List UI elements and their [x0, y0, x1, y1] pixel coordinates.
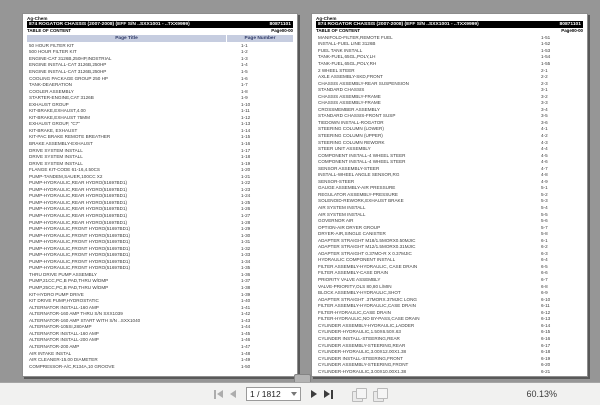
toc-row-page-number: 1-31	[241, 239, 251, 245]
toc-row-title: PUMP-HYDRAULIC,FRONT HYDRO(51697BD1)	[29, 226, 130, 232]
toc-row-page-number: 6-19	[541, 355, 551, 361]
brand-label: Ag-Chem	[316, 16, 337, 21]
toc-row-page-number: 3-6	[541, 119, 548, 125]
toc-row-page-number: 1-45	[241, 330, 251, 336]
last-page-button[interactable]	[324, 390, 333, 399]
toc-row-page-number: 1-11	[241, 108, 250, 114]
toc-row-title: TANK-DEAERATION	[29, 82, 72, 88]
doc-number: 80871101	[559, 22, 581, 27]
next-view-icon[interactable]	[373, 388, 386, 400]
toc-row-page-number: 6-5	[541, 263, 548, 269]
toc-row-page-number: 1-38	[241, 285, 251, 291]
toc-row-title: KIT-HYDRO PUMP DRIVE	[29, 291, 84, 297]
toc-row-title: ALTERNATOR INSTALL-160 AMP	[29, 330, 99, 336]
toc-row-page-number: 5-7	[541, 224, 548, 230]
toc-row-title: THRU DRIVE PUMP ASSEMBLY	[29, 271, 97, 277]
toc-row-page-number: 1-48	[241, 350, 251, 356]
toc-row-page-number: 1-8	[241, 88, 248, 94]
toc-row-page-number: 4-7	[541, 165, 548, 171]
toc-row-page-number: 1-35	[241, 265, 251, 271]
toc-row-title: PUMP-HYDRAULIC,REAR HYDRO(51697BD1)	[29, 206, 128, 212]
toc-row-title: STANDARD CHASSIS-FRONT SUSP	[318, 113, 396, 119]
toc-row-title: OPTION-AIR DRYER GROUP	[318, 224, 381, 230]
section-title: TABLE OF CONTENT	[27, 27, 72, 33]
toc-row-page-number: 6-10	[541, 296, 551, 302]
toc-row	[316, 369, 583, 376]
toc-row-title: KIT-PAC BRAKE REMOTE BREATHER	[29, 134, 111, 140]
toc-row-page-number: 1-3	[241, 55, 248, 61]
section-title: TABLE OF CONTENT	[316, 27, 361, 33]
toc-row-page-number: 1-55	[541, 60, 551, 66]
toc-row-page-number: 3-3	[541, 100, 548, 106]
toc-row-page-number: 4-6	[541, 159, 548, 165]
toc-row-title: PUMP-HYDRAULIC,REAR HYDRO(51697BD1)	[29, 219, 128, 225]
toc-row-title: VALVE-PRIORITY,OLS 80,80 L/MIN	[318, 283, 392, 289]
toc-row-title: INSTALL-WHEEL ANGLE SENSOR,RG	[318, 172, 400, 178]
toc-row-title: ADAPTER STRAIGHT 0.37MO-R X 0.37MJIC	[318, 250, 412, 256]
toc-row-title: PUMP-HYDRAULIC,FRONT HYDRO(51697BD1)	[29, 232, 130, 238]
toc-row-page-number: 3-5	[541, 113, 548, 119]
toc-row-title: REGULATOR ASSEMBLY-PRESSURE	[318, 191, 398, 197]
toc-row-title: ALTERNATOR INSTALL-200 AMP	[29, 337, 99, 343]
toc-row-title: CYLINDER ASSEMBLY-HYDRAULIC,LADDER	[318, 322, 415, 328]
zoom-level-indicator[interactable]: 60.13%	[526, 389, 557, 399]
toc-row-title: COOLING PACKAGE GROUP 250 HP	[29, 75, 108, 81]
toc-row-title: GAUGE ASSEMBLY-AIR PRESSURE	[318, 185, 396, 191]
toc-row-page-number: 6-2	[541, 244, 548, 250]
toc-row-page-number: 2-3	[541, 80, 548, 86]
toc-row-page-number: 1-32	[241, 245, 251, 251]
toc-row-page-number: 1-30	[241, 232, 251, 238]
toc-row-page-number: 4-1	[541, 126, 548, 132]
toc-row-page-number: 1-18	[241, 154, 251, 160]
toc-row-title: STARTER-ENGINE,CAT 3126B	[29, 95, 94, 101]
toc-row-page-number: 4-4	[541, 146, 548, 152]
toc-row-page-number: 6-3	[541, 250, 548, 256]
toc-row-page-number: 6-6	[541, 270, 548, 276]
toc-row-page-number: 6-12	[541, 309, 551, 315]
toc-row-title: GOVERNOR AIR	[318, 218, 354, 224]
next-page-icon	[311, 390, 317, 398]
toc-row-page-number: 1-20	[241, 167, 251, 173]
toc-row-title: CYLINDER-HYDRAULIC,3.00X12.00X1.38	[318, 349, 407, 355]
toc-row-title: CYLINDER ASSEMBLY-STEERING,REAR	[318, 342, 406, 348]
toc-row-page-number: 1-12	[241, 114, 251, 120]
doc-number: 80871101	[269, 22, 291, 27]
previous-page-icon	[230, 390, 236, 398]
toc-row-title: SOLENOID-REWORK,EXHAUST BRAKE	[318, 198, 404, 204]
toc-row-page-number: 1-9	[241, 95, 248, 101]
toc-row-title: ENGINE INSTALL-CAT 3126B,250HP	[29, 62, 107, 68]
toc-row-title: AIR CLEANER-15.00 DIAMETER	[29, 357, 98, 363]
toc-row-title: FILTER ASSEMBLY-HYDRAULIC,CASE DRAIN	[318, 303, 416, 309]
toc-row-page-number: 4-2	[541, 133, 548, 138]
toc-row-page-number: 1-27	[241, 213, 251, 219]
toc-row-title: CHASSIS ASSEMBLY-REAR SUSPENSION	[318, 80, 409, 86]
toc-row-page-number: 5-2	[541, 191, 548, 197]
toc-row-title: AIR SYSTEM INSTALL	[318, 211, 366, 217]
toc-row-title: DRYER-AIR,SINGLE CANISTER	[318, 231, 386, 237]
page-number-input[interactable]	[246, 387, 301, 401]
toc-row-title: PUMP-TANDEM,SAUER,100CC X2	[29, 173, 103, 179]
document-page-1	[22, 13, 298, 377]
toc-row	[27, 364, 293, 371]
toc-row-page-number: 5-6	[541, 218, 548, 224]
toc-row-title: EXHAUST GROUP, "C7"	[29, 121, 80, 127]
toc-row-page-number: 1-39	[241, 291, 251, 297]
toc-row-page-number: 1-25	[241, 199, 251, 205]
first-page-icon	[214, 390, 216, 399]
toc-row-title: PUMP-HYDRAULIC,REAR HYDRO(51697BD1)	[29, 213, 128, 219]
toc-row-page-number: 5-8	[541, 231, 548, 237]
toc-row-page-number: 1-43	[241, 317, 251, 323]
toc-row-title: DRIVE SYSTEM INSTALL	[29, 147, 83, 153]
toc-row-page-number: 3-1	[541, 87, 548, 93]
toc-row-title: FUEL TANK INSTALL	[318, 47, 363, 53]
toc-row-page-number: 1-29	[241, 226, 251, 232]
toc-row-page-number: 1-36	[241, 271, 251, 277]
toc-row-title: COOLER ASSEMBLY	[29, 88, 74, 94]
toc-row-title: ALTERNATOR-200 AMP	[29, 343, 80, 349]
toc-row-page-number: 1-15	[241, 134, 251, 140]
page-content	[312, 14, 587, 376]
toc-row-page-number: 4-8	[541, 172, 548, 178]
toc-row-title: CYLINDER-HYDRAULIC,1.50X6.50X.63	[318, 329, 401, 335]
page-content	[23, 14, 297, 376]
page-label: Page00-00	[271, 27, 293, 33]
table-column-header	[27, 35, 293, 42]
toc-row-page-number: 6-21	[541, 368, 551, 374]
toc-row-title: CYLINDER ASSEMBLY-STEERING,FRONT	[318, 362, 409, 368]
toc-row-title: ALTERNATOR-160 AMP START WITH S/N ..SXX1040	[29, 317, 141, 323]
toc-row-title: TIEDOWN INSTALL-ROGATOR	[318, 119, 384, 125]
view-history-buttons	[352, 388, 386, 400]
toc-row-page-number: 1-51	[541, 34, 551, 40]
toc-row-page-number: 2-2	[541, 74, 548, 80]
toc-row-title: PUMP-HYDRAULIC,REAR HYDRO(51697BD1)	[29, 180, 128, 186]
toc-row-title: PUMP-HYDRAULIC,FRONT HYDRO(51697BD1)	[29, 258, 130, 264]
toc-row-title: SENSOR ASSEMBLY-STEER	[318, 165, 380, 171]
toc-row-page-number: 1-41	[241, 304, 251, 310]
toc-row-title: CYLINDER-HYDRAULIC,3.00X10.00X1.38	[318, 368, 407, 374]
page-indicator-value: 1 / 1812	[250, 389, 281, 399]
toc-row-title: BLOCK ASSEMBLY-HYDRAULIC,SHOT	[318, 290, 401, 296]
chevron-down-icon[interactable]	[291, 392, 297, 396]
toc-row-page-number: 1-14	[241, 127, 251, 133]
document-page-2	[311, 13, 588, 377]
last-page-icon	[324, 390, 330, 398]
toc-row-page-number: 1-23	[241, 186, 251, 192]
toc-row-title: STANDARD CHASSIS	[318, 87, 365, 93]
toc-row-title: AIR INTAKE INSTAL	[29, 350, 72, 356]
toc-rows-right	[316, 35, 583, 375]
toc-rows-left	[27, 43, 293, 370]
page-navigation	[214, 387, 386, 401]
toc-row-title: STEERING COLUMN (UPPER)	[318, 133, 383, 138]
toc-row-title: ALTERNATOR-105SI,280AMP	[29, 324, 92, 330]
toc-row-page-number: 6-9	[541, 290, 548, 296]
toc-row-page-number: 6-8	[541, 283, 548, 289]
toc-row-page-number: 1-24	[241, 193, 251, 199]
toc-row-page-number: 6-11	[541, 303, 550, 309]
toc-row-page-number: 6-7	[541, 277, 548, 283]
toc-row-page-number: 5-1	[541, 185, 548, 191]
toc-row-title: PRIORITY VALVE ASSEMBLY	[318, 277, 381, 283]
toc-row-page-number: 5-3	[541, 198, 548, 204]
toc-row-title: INSTALL-FUEL LINE 3126B	[318, 41, 376, 47]
toc-row-title: PUMP-HYDRAULIC,REAR HYDRO(51697BD1)	[29, 193, 128, 199]
toc-row-page-number: 1-34	[241, 258, 251, 264]
column-header-page-title: Page Title	[27, 35, 226, 42]
toc-row-title: PUMP,21CC,PC,B PAD,THRU W/DMP	[29, 278, 109, 284]
toc-row-page-number: 4-5	[541, 152, 548, 158]
toc-row-page-number: 1-42	[241, 311, 251, 317]
toc-row-title: FILTER ASSEMBLY-CASE DRAIN	[318, 270, 389, 276]
document-title-bar	[27, 21, 293, 28]
toc-row-page-number: 2-1	[541, 67, 548, 73]
toc-row-title: DRIVE SYSTEM INSTALL	[29, 154, 83, 160]
page-label: Page00-00	[561, 27, 583, 33]
toc-row-title: FILTER-HYDRAULIC,CASE DRAIN	[318, 309, 391, 315]
statusbar-grip-handle[interactable]	[294, 374, 311, 382]
toc-row-page-number: 6-17	[541, 342, 551, 348]
toc-row-page-number: 1-26	[241, 206, 251, 212]
toc-row-page-number: 1-44	[241, 324, 251, 330]
toc-row-page-number: 6-20	[541, 362, 551, 368]
toc-row-title: 50 HOUR FILTER KIT	[29, 42, 75, 48]
toc-row-title: BRAKE ASSEMBLY-EXHAUST	[29, 141, 93, 146]
section-bar	[316, 28, 583, 34]
toc-row-title: KIT DRIVE PUMP,HYDROSTATIC	[29, 298, 99, 304]
toc-row-title: ENGINE-CAT 3126B,250HP,INDSTRIAL	[29, 55, 112, 61]
toc-row-page-number: 3-4	[541, 106, 548, 112]
toc-row-title: STEER UNIT ASSEMBLY	[318, 146, 371, 152]
toc-row-title: AIR SYSTEM INSTALL	[318, 205, 366, 211]
toc-row-page-number: 4-3	[541, 139, 548, 145]
previous-page-button[interactable]	[230, 390, 236, 398]
toc-row-page-number: 1-37	[241, 278, 251, 284]
toc-row-title: CHASSIS ASSEMBLY-FRAME	[318, 100, 381, 106]
toc-row-title: COMPONENT INSTALL-4 WHEEL STEER	[318, 152, 406, 158]
toc-row-title: TANK-FUEL,65GL,POLY,RH	[318, 60, 377, 66]
toc-row-title: ENGINE INSTALL-CAT 3126B,250HP	[29, 68, 107, 74]
toc-row-title: STEERING COLUMN (LOWER)	[318, 126, 384, 132]
toc-row-page-number: 1-21	[241, 173, 251, 179]
toc-row-title: STEERING COLUMN REWORK	[318, 139, 385, 145]
toc-row-page-number: 1-2	[241, 49, 248, 55]
toc-row-page-number: 1-46	[241, 337, 251, 343]
brand-label: Ag-Chem	[27, 16, 48, 21]
toc-row-title: PUMP,25CC,PC,B PAD,THRU W/DMP	[29, 285, 109, 291]
toc-row-title: CYLINDER INSTALL-STEERING,REAR	[318, 335, 400, 341]
toc-row-title: KIT-BRAKE,EXHAUST 75MM	[29, 114, 90, 120]
toc-row-page-number: 6-4	[541, 257, 548, 263]
toc-row-title: DRIVE SYSTEM INSTALL	[29, 160, 83, 166]
toc-row-page-number: 3-2	[541, 93, 548, 99]
model-line: 874 ROGATOR CHASSIS (2007-2008) (EFF S/N ..SXX1001 - ..TXX9999)	[29, 22, 190, 27]
toc-row-page-number: 1-1	[241, 42, 248, 48]
toc-row-title: PUMP-HYDRAULIC,REAR HYDRO(51697BD1)	[29, 199, 128, 205]
toc-row-page-number: 6-15	[541, 329, 551, 335]
toc-row-title: PUMP-HYDRAULIC,FRONT HYDRO(51697BD1)	[29, 245, 130, 251]
toc-row-title: ADAPTER STRAIGHT M12/1.5MORX0.31MJIC	[318, 244, 416, 250]
toc-row-page-number: 1-49	[241, 357, 251, 363]
toc-row-title: PUMP-HYDRAULIC,FRONT HYDRO(51697BD1)	[29, 239, 130, 245]
model-line: 874 ROGATOR CHASSIS (2007-2008) (EFF S/N ..SXX1001 - ..TXX9999)	[318, 22, 479, 27]
toc-row-title: SENSOR-STEER	[318, 178, 355, 184]
toc-row-page-number: 6-1	[541, 237, 548, 243]
toc-row-page-number: 1-6	[241, 75, 248, 81]
toc-row-title: ADAPTER STRAIGHT .37MORX.37MJIC LONG	[318, 296, 417, 302]
toc-row-page-number: 1-54	[541, 54, 551, 60]
toc-row-title: PUMP-HYDRAULIC,FRONT HYDRO(51697BD1)	[29, 252, 130, 258]
toc-row-page-number: 5-5	[541, 211, 548, 217]
toc-row-page-number: 6-14	[541, 322, 551, 328]
toc-row-title: AXLE ASSEMBLY-SKD,FRONT	[318, 74, 383, 80]
toc-row-page-number: 6-16	[541, 335, 551, 341]
toc-row-title: FILTER ASSEMBLY-HYDRAULIC, CASE DRAIN	[318, 263, 418, 269]
toc-row-page-number: 1-4	[241, 62, 248, 68]
toc-row-page-number: 1-10	[241, 101, 251, 107]
toc-row-page-number: 4-9	[541, 178, 548, 184]
toc-row-page-number: 1-52	[541, 41, 551, 47]
toc-row-title: PUMP-HYDRAULIC,REAR HYDRO(51697BD1)	[29, 186, 128, 192]
toc-row-title: KIT-BRAKE,EXHAUST,4.00	[29, 108, 86, 114]
toc-row-page-number: 6-13	[541, 316, 551, 322]
toc-row-title: HYDRAULIC COMPONENT INSTALL	[318, 257, 396, 263]
toc-row-title: 2 WHEEL STEER	[318, 67, 355, 73]
toc-row-title: KIT-BRAKE, EXHAUST	[29, 127, 78, 133]
toc-row-title: ADAPTER STRAIGHT M18/1.5MORX0.50MJIC	[318, 237, 416, 243]
toc-row-page-number: 1-16	[241, 141, 251, 146]
toc-row-page-number: 1-28	[241, 219, 251, 225]
toc-row-page-number: 1-22	[241, 180, 251, 186]
toc-row-page-number: 1-5	[241, 68, 248, 74]
toc-row-title: MANIFOLD-FILTER,REMOTE FUEL	[318, 34, 393, 40]
toc-row-title: CROSSMEMBER ASSEMBLY	[318, 106, 380, 112]
toc-row-page-number: 1-47	[241, 343, 251, 349]
toc-row-title: COMPONENT INSTALL-4 WHEEL STEER	[318, 159, 406, 165]
toc-row-title: 500 HOUR FILTER KIT	[29, 49, 77, 55]
toc-row-page-number: 1-53	[541, 47, 551, 53]
toc-row-page-number: 1-7	[241, 82, 248, 88]
toc-row-page-number: 1-33	[241, 252, 251, 258]
toc-row-page-number: 1-40	[241, 298, 251, 304]
toc-row-title: ALTERNATOR-160 AMP THRU S/N SXX1039	[29, 311, 123, 317]
toc-row-title: COMPRESSOR-A/C,R134A,10 GROOVE	[29, 363, 115, 369]
section-bar	[27, 28, 293, 34]
toc-row-title: PUMP-HYDRAULIC,FRONT HYDRO(51697BD1)	[29, 265, 130, 271]
toc-row-page-number: 1-17	[241, 147, 251, 153]
column-header-page-number: Page Number	[227, 35, 293, 42]
toc-row-page-number: 1-13	[241, 121, 251, 127]
toc-row-title: FILTER-HYDRAULIC,NO BY-PASS,CASE DRAIN	[318, 316, 420, 322]
toc-row-title: CYLINDER INSTALL-STEERING,FRONT	[318, 355, 403, 361]
toc-row-title: EXHAUST GROUP	[29, 101, 69, 107]
toc-row-title: CHASSIS ASSEMBLY-FRAME	[318, 93, 381, 99]
toc-row-page-number: 1-50	[241, 363, 251, 369]
toc-row-page-number: 5-4	[541, 205, 548, 211]
next-page-button[interactable]	[311, 390, 317, 398]
toc-row-title: FLANGE KIT-CODE 61-16,4.50CS	[29, 167, 100, 173]
document-title-bar	[316, 21, 583, 28]
previous-view-icon[interactable]	[352, 388, 365, 400]
toc-row-page-number: 6-18	[541, 349, 551, 355]
viewer-statusbar	[0, 382, 600, 405]
toc-row-page-number: 1-19	[241, 160, 251, 166]
toc-row-title: TANK-FUEL,65GL,POLY,LH	[318, 54, 376, 60]
toc-row-title: ALTERNATOR INSTALL-160 AMP	[29, 304, 99, 310]
first-page-button[interactable]	[214, 390, 223, 399]
